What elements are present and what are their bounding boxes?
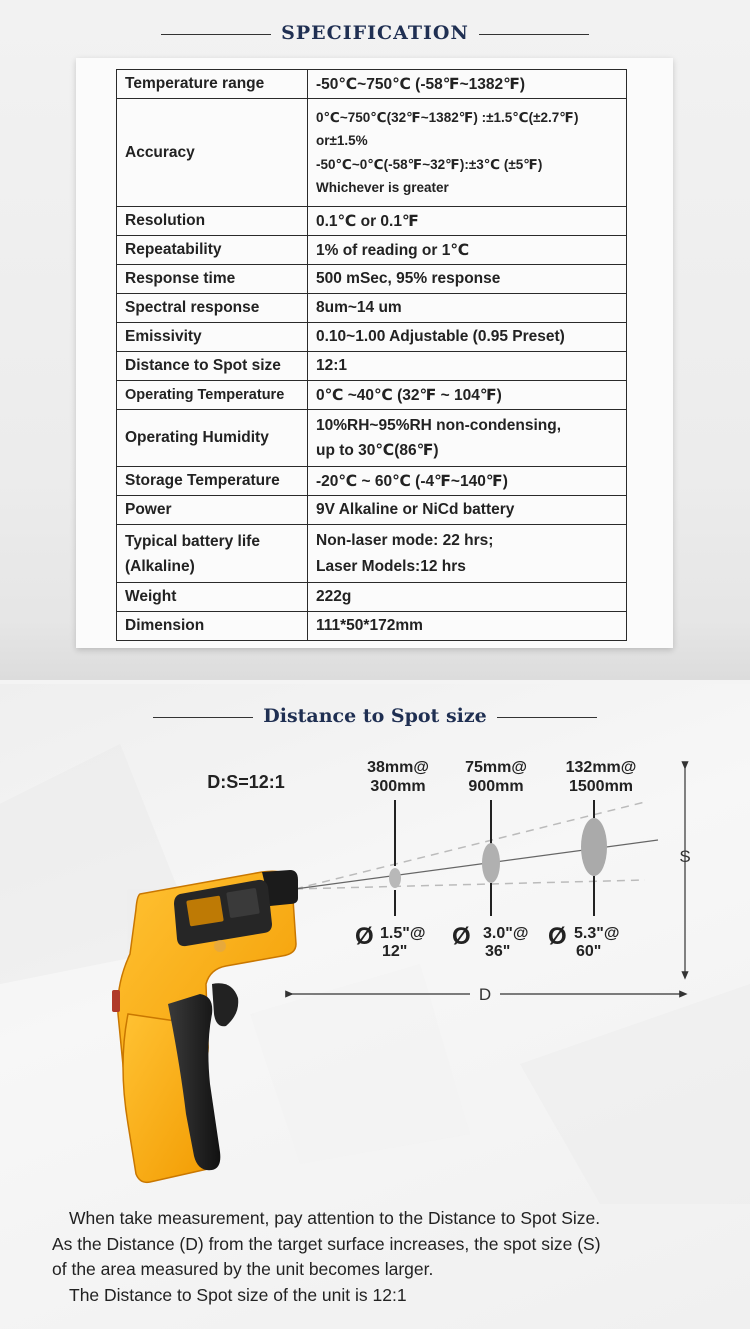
spot-bottom-label: 1.5"@: [380, 925, 426, 942]
spec-value: 111*50*172mm: [308, 612, 627, 641]
spec-label: Operating Humidity: [117, 410, 308, 467]
spot-top-label: 1500mm: [568, 778, 634, 795]
battery-label-line: Typical battery life: [125, 532, 260, 550]
table-row: [117, 323, 627, 352]
table-row: [117, 381, 627, 410]
diameter-icon: Ø: [355, 923, 374, 950]
distance-caption: [52, 1206, 712, 1308]
distance-title: Distance to Spot size: [263, 705, 487, 727]
distance-spot-diagram: [0, 684, 750, 1204]
spec-label: Distance to Spot size: [117, 352, 308, 381]
spec-label: Temperature range: [117, 70, 308, 99]
spec-value: 9V Alkaline or NiCd battery: [308, 496, 627, 525]
s-label: S: [679, 847, 691, 866]
spot-ellipse: [389, 868, 401, 888]
humidity-line: 10%RH~95%RH non-condensing,: [316, 417, 562, 434]
accuracy-line: Whichever is greater: [316, 180, 449, 195]
spec-label: Power: [117, 496, 308, 525]
spec-value: 12:1: [308, 352, 627, 381]
table-row: [117, 207, 627, 236]
spot-top-label: 900mm: [468, 778, 524, 795]
spec-label: Response time: [117, 265, 308, 294]
accuracy-line: 0℃~750℃(32℉~1382℉) :±1.5℃(±2.7℉): [316, 109, 579, 125]
spec-value: [308, 99, 627, 207]
ratio-label: D:S=12:1: [207, 772, 285, 792]
spot-top-label: 132mm@: [565, 759, 637, 776]
spec-label: Accuracy: [117, 99, 308, 207]
battery-label-line: (Alkaline): [125, 557, 195, 575]
table-row: [117, 352, 627, 381]
caption-line: of the area measured by the unit becomes larger.: [52, 1259, 434, 1279]
spec-label: Operating Temperature: [117, 381, 308, 410]
spec-value: 222g: [308, 583, 627, 612]
spec-label: Weight: [117, 583, 308, 612]
spot-ellipse: [581, 818, 607, 876]
battery-line: Laser Models:12 hrs: [316, 557, 466, 575]
spec-label: Storage Temperature: [117, 467, 308, 496]
spot-top-label: 300mm: [370, 778, 426, 795]
spot-1: [389, 800, 401, 916]
spec-value: 500 mSec, 95% response: [308, 265, 627, 294]
accuracy-line: -50℃~0℃(-58℉~32℉):±3℃ (±5℉): [316, 156, 543, 172]
spot-2: [482, 800, 500, 916]
table-row: [117, 265, 627, 294]
spec-value: 1% of reading or 1℃: [308, 236, 627, 265]
accuracy-line: or±1.5%: [316, 133, 368, 148]
battery-line: Non-laser mode: 22 hrs;: [316, 531, 494, 549]
d-label: D: [478, 985, 492, 1004]
spec-value: 0.10~1.00 Adjustable (0.95 Preset): [308, 323, 627, 352]
table-row: [117, 467, 627, 496]
spec-table: [116, 69, 627, 641]
table-row: [117, 236, 627, 265]
spot-bottom-label: 12": [382, 943, 408, 960]
caption-line: As the Distance (D) from the target surface increases, the spot size (S): [52, 1233, 601, 1254]
spec-value: -50℃~750℃ (-58℉~1382℉): [308, 70, 627, 99]
diameter-icon: Ø: [452, 923, 471, 950]
table-row: [117, 525, 627, 583]
table-row: [117, 583, 627, 612]
table-row: [117, 99, 627, 207]
diameter-icon: Ø: [548, 923, 567, 950]
spec-value: 8um~14 um: [308, 294, 627, 323]
spot-bottom-label: 36": [485, 943, 511, 960]
spec-value: 0℃ ~40℃ (32℉ ~ 104℉): [308, 381, 627, 410]
spot-bottom-label: 5.3"@: [574, 925, 620, 942]
table-row: [117, 410, 627, 467]
humidity-line: up to 30℃(86℉): [316, 442, 439, 459]
table-row: [117, 612, 627, 641]
caption-line: When take measurement, pay attention to the Distance to Spot Size.: [69, 1208, 601, 1228]
spot-top-label: 38mm@: [367, 759, 429, 776]
table-row: [117, 496, 627, 525]
table-row: [117, 294, 627, 323]
spec-value: [308, 410, 627, 467]
heading-rule-right: [479, 34, 589, 35]
spec-label: Dimension: [117, 612, 308, 641]
spec-label: [117, 525, 308, 583]
spec-value: [308, 525, 627, 583]
caption-line: The Distance to Spot size of the unit is 12:1: [69, 1284, 407, 1305]
heading-rule-left: [161, 34, 271, 35]
spec-label: Resolution: [117, 207, 308, 236]
spec-label: Repeatability: [117, 236, 308, 265]
spec-value: 0.1℃ or 0.1℉: [308, 207, 627, 236]
table-row: [117, 70, 627, 99]
spec-label: Emissivity: [117, 323, 308, 352]
background-facets: [0, 744, 750, 1204]
spec-heading: [0, 22, 750, 44]
spot-top-label: 75mm@: [465, 759, 527, 776]
spot-bottom-label: 3.0"@: [483, 925, 529, 942]
spot-bottom-label: 60": [576, 943, 602, 960]
spec-label: Spectral response: [117, 294, 308, 323]
spec-title: SPECIFICATION: [281, 22, 469, 44]
spec-value: -20℃ ~ 60℃ (-4℉~140℉): [308, 467, 627, 496]
spot-ellipse: [482, 843, 500, 883]
